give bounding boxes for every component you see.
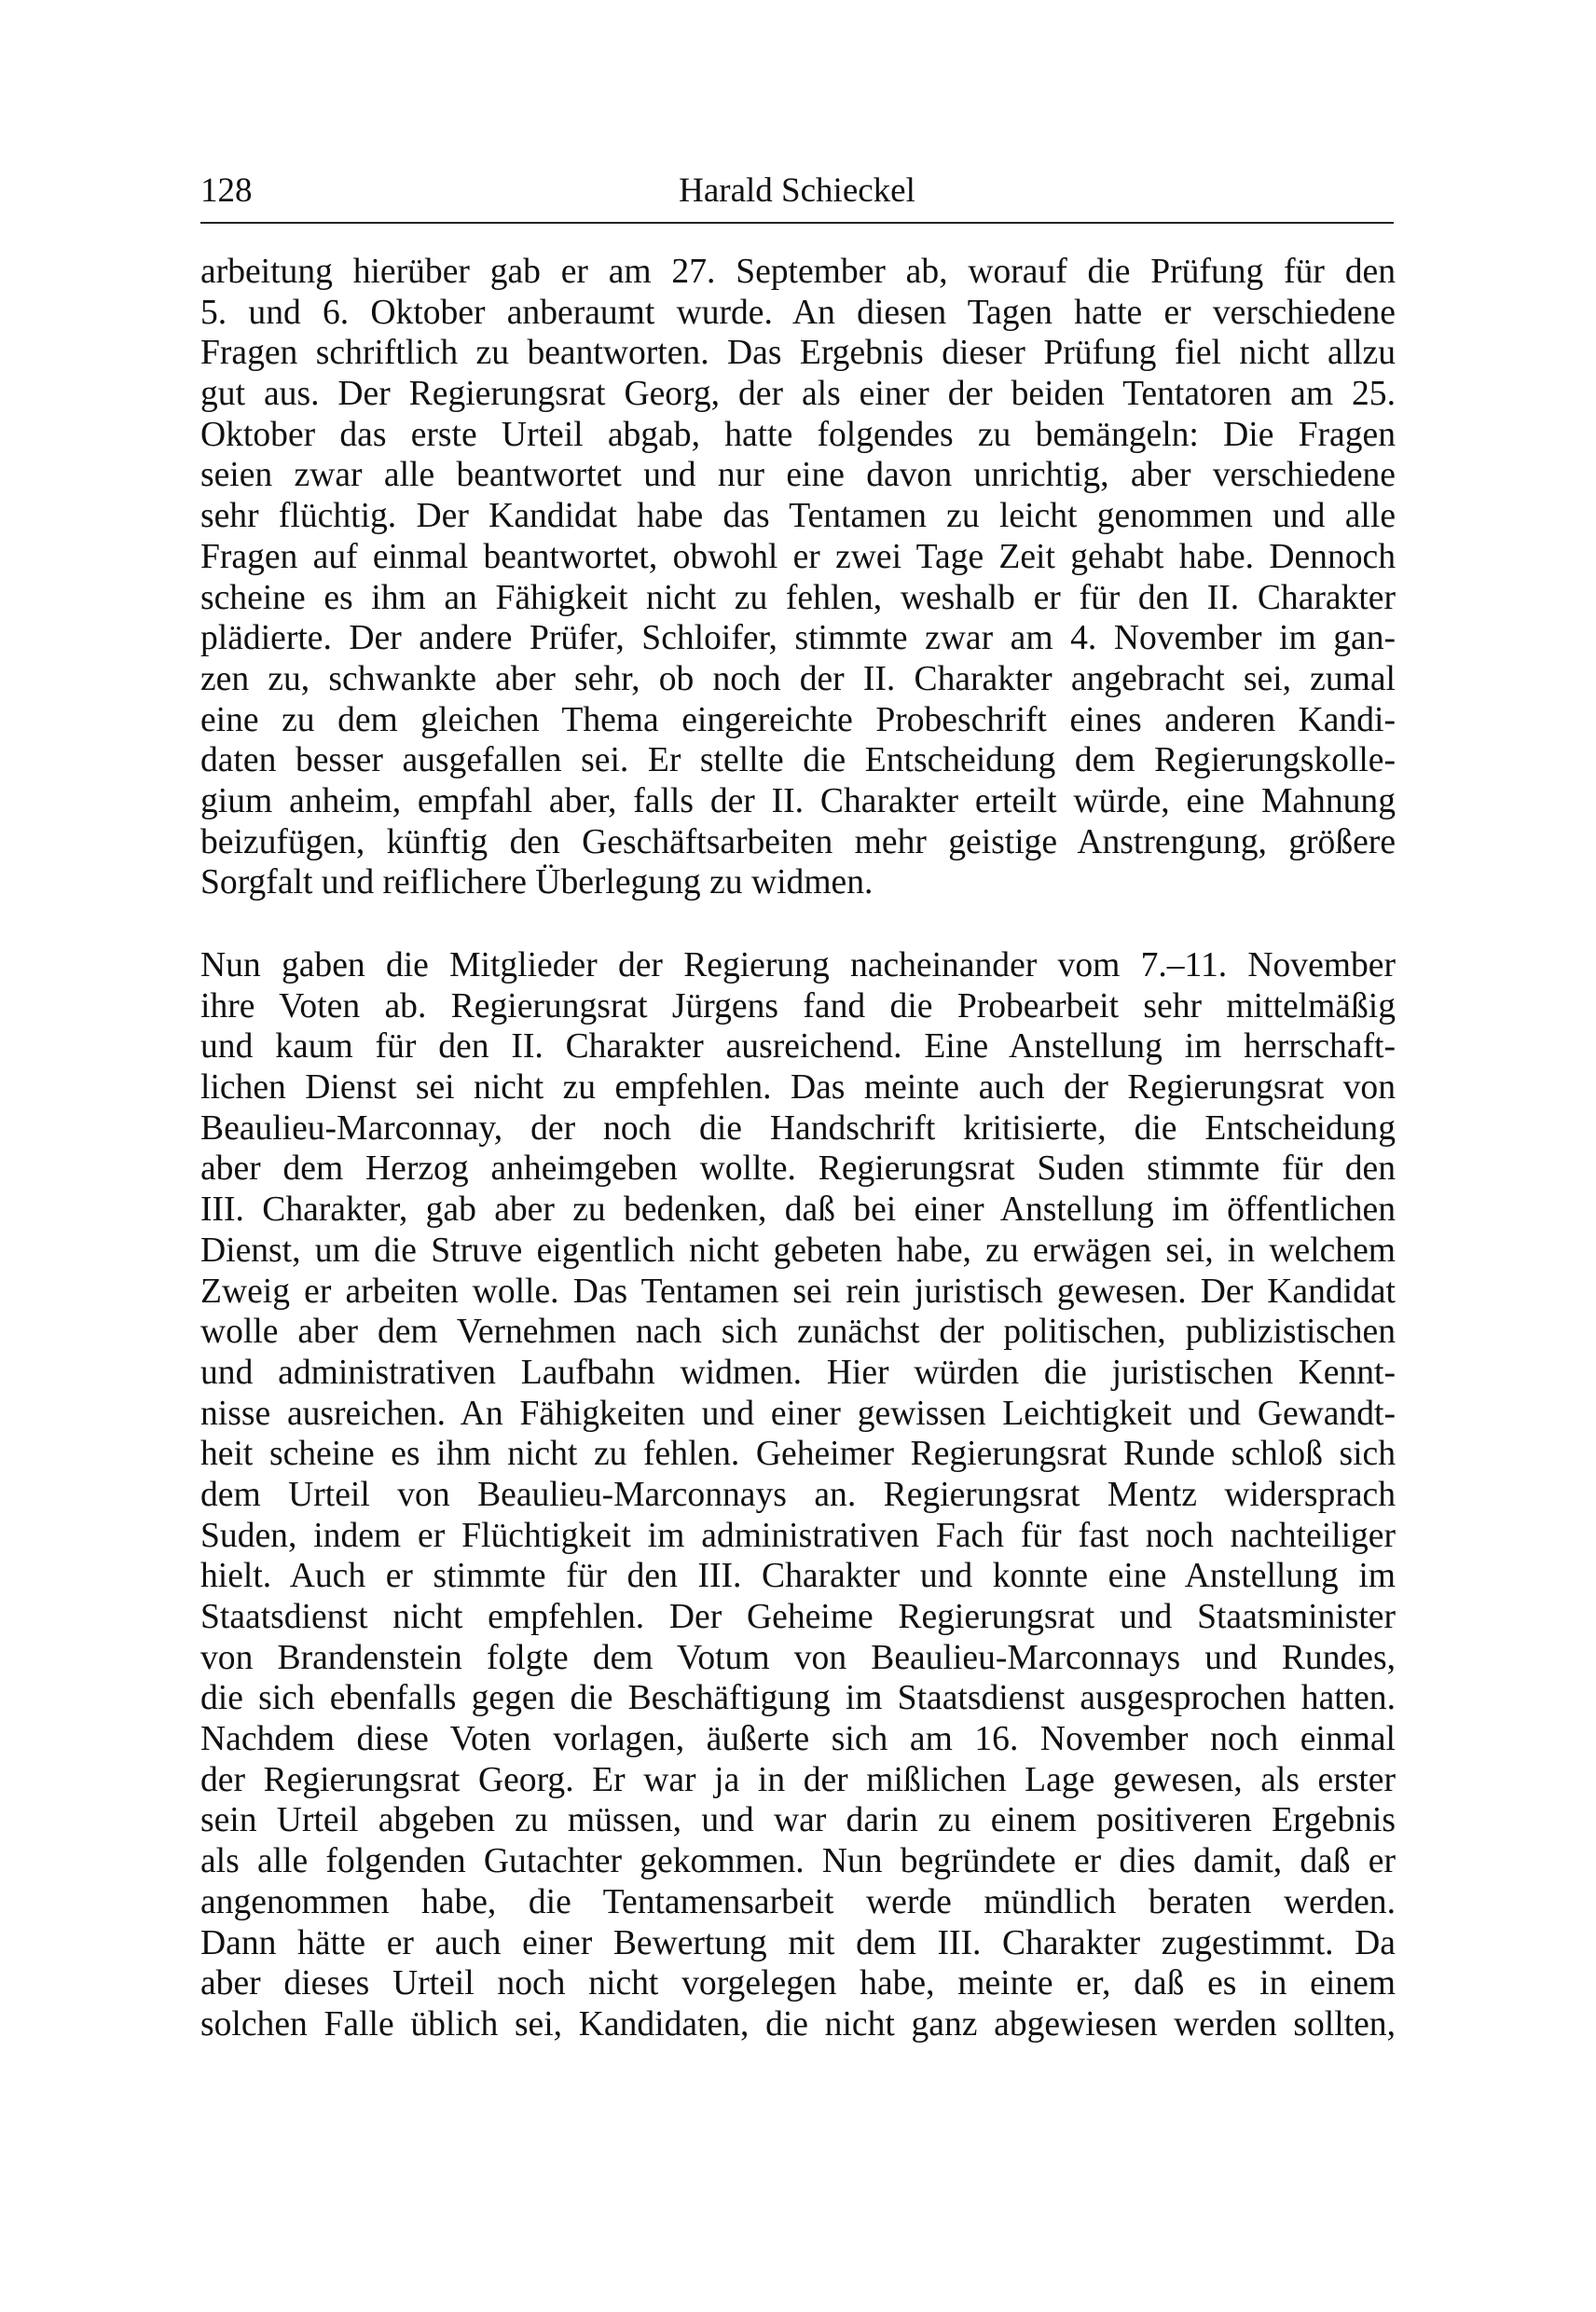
text-line: aber dem Herzog anheimgeben wollte. Regierungsrat Suden stimmte für den [200, 1149, 1396, 1189]
paragraph-1 [200, 252, 1396, 903]
running-head [200, 169, 1394, 213]
text-line: heit scheine es ihm nicht zu fehlen. Geheimer Regierungsrat Runde schloß sich [200, 1435, 1396, 1474]
text-line: Suden, indem er Flüchtigkeit im administrativen Fach für fast noch nachteiliger [200, 1516, 1396, 1555]
text-line: ihre Voten ab. Regierungsrat Jürgens fand die Probearbeit sehr mittelmäßig [200, 986, 1396, 1025]
page-number: 128 [200, 172, 253, 210]
text-line: solchen Falle üblich sei, Kandidaten, die nicht ganz abgewiesen werden sollten, [200, 2004, 1396, 2044]
text-line: sehr flüchtig. Der Kandidat habe das Tentamen zu leicht genommen und alle [200, 497, 1396, 536]
paragraph-2 [200, 945, 1396, 2045]
running-title: Harald Schieckel [679, 172, 915, 210]
text-line: scheine es ihm an Fähigkeit nicht zu fehlen, weshalb er für den II. Charakter [200, 578, 1396, 617]
text-line: III. Charakter, gab aber zu bedenken, daß bei einer Anstellung im öffentlichen [200, 1190, 1396, 1230]
text-line: 5. und 6. Oktober anberaumt wurde. An diesen Tagen hatte er verschiedene [200, 293, 1396, 332]
text-line: die sich ebenfalls gegen die Beschäftigung im Staatsdienst ausgesprochen hatten. [200, 1679, 1396, 1718]
text-line: Sorgfalt und reiflichere Überlegung zu widmen. [200, 863, 874, 902]
text-line: eine zu dem gleichen Thema eingereichte Probeschrift eines anderen Kandi- [200, 700, 1396, 739]
text-line: sein Urteil abgeben zu müssen, und war darin zu einem positiveren Ergebnis [200, 1801, 1396, 1840]
text-line: Staatsdienst nicht empfehlen. Der Geheime Regierungsrat und Staatsminister [200, 1598, 1396, 1636]
text-line: beizufügen, künftig den Geschäftsarbeiten mehr geistige Anstrengung, größere [200, 822, 1396, 861]
text-line: Nun gaben die Mitglieder der Regierung nacheinander vom 7.–11. November [200, 946, 1396, 984]
text-line: Fragen schriftlich zu beantworten. Das Ergebnis dieser Prüfung fiel nicht allzu [200, 334, 1396, 373]
text-line: und kaum für den II. Charakter ausreichend. Eine Anstellung im herrschaft- [200, 1027, 1396, 1067]
text-line: als alle folgenden Gutachter gekommen. Nun begründete er dies damit, daß er [200, 1842, 1396, 1881]
header-rule [200, 222, 1394, 224]
text-line: wolle aber dem Vernehmen nach sich zunächst der politischen, publizistischen [200, 1313, 1396, 1352]
text-line: hielt. Auch er stimmte für den III. Charakter und konnte eine Anstellung im [200, 1557, 1396, 1596]
text-line: Oktober das erste Urteil abgab, hatte folgendes zu bemängeln: Die Fragen [200, 415, 1396, 454]
text-line: Beaulieu-Marconnay, der noch die Handschrift kritisierte, die Entscheidung [200, 1108, 1396, 1148]
text-line: angenommen habe, die Tentamensarbeit werde mündlich beraten werden. [200, 1882, 1396, 1921]
text-line: lichen Dienst sei nicht zu empfehlen. Das meinte auch der Regierungsrat von [200, 1068, 1396, 1108]
text-line: aber dieses Urteil noch nicht vorgelegen habe, meinte er, daß es in einem [200, 1964, 1396, 2003]
text-line: nisse ausreichen. An Fähigkeiten und einer gewissen Leichtigkeit und Gewandt- [200, 1394, 1396, 1433]
text-line: Fragen auf einmal beantwortet, obwohl er zwei Tage Zeit gehabt habe. Dennoch [200, 537, 1396, 576]
text-line: plädierte. Der andere Prüfer, Schloifer, stimmte zwar am 4. November im gan- [200, 619, 1396, 658]
text-line: Dienst, um die Struve eigentlich nicht gebeten habe, zu erwägen sei, in welchem [200, 1231, 1396, 1270]
text-line: Zweig er arbeiten wolle. Das Tentamen sei rein juristisch gewesen. Der Kandidat [200, 1272, 1396, 1311]
text-line: von Brandenstein folgte dem Votum von Beaulieu-Marconnays und Rundes, [200, 1638, 1396, 1677]
body-text [200, 252, 1396, 2045]
text-line: gut aus. Der Regierungsrat Georg, der als einer der beiden Tentatoren am 25. [200, 375, 1396, 414]
text-line: daten besser ausgefallen sei. Er stellte die Entscheidung dem Regierungskolle- [200, 741, 1396, 780]
text-line: zen zu, schwankte aber sehr, ob noch der II. Charakter angebracht sei, zumal [200, 659, 1396, 698]
text-line: Nachdem diese Voten vorlagen, äußerte sich am 16. November noch einmal [200, 1720, 1396, 1759]
text-line: und administrativen Laufbahn widmen. Hier würden die juristischen Kennt- [200, 1353, 1396, 1392]
text-line: dem Urteil von Beaulieu-Marconnays an. Regierungsrat Mentz widersprach [200, 1475, 1396, 1514]
text-line: arbeitung hierüber gab er am 27. September ab, worauf die Prüfung für den [200, 253, 1396, 291]
paragraph-spacing [200, 903, 1396, 945]
text-line: Dann hätte er auch einer Bewertung mit dem III. Charakter zugestimmt. Da [200, 1923, 1396, 1962]
text-line: gium anheim, empfahl aber, falls der II. Charakter erteilt würde, eine Mahnung [200, 781, 1396, 820]
text-line: seien zwar alle beantwortet und nur eine davon unrichtig, aber verschiedene [200, 456, 1396, 495]
text-line: der Regierungsrat Georg. Er war ja in der mißlichen Lage gewesen, als erster [200, 1760, 1396, 1799]
